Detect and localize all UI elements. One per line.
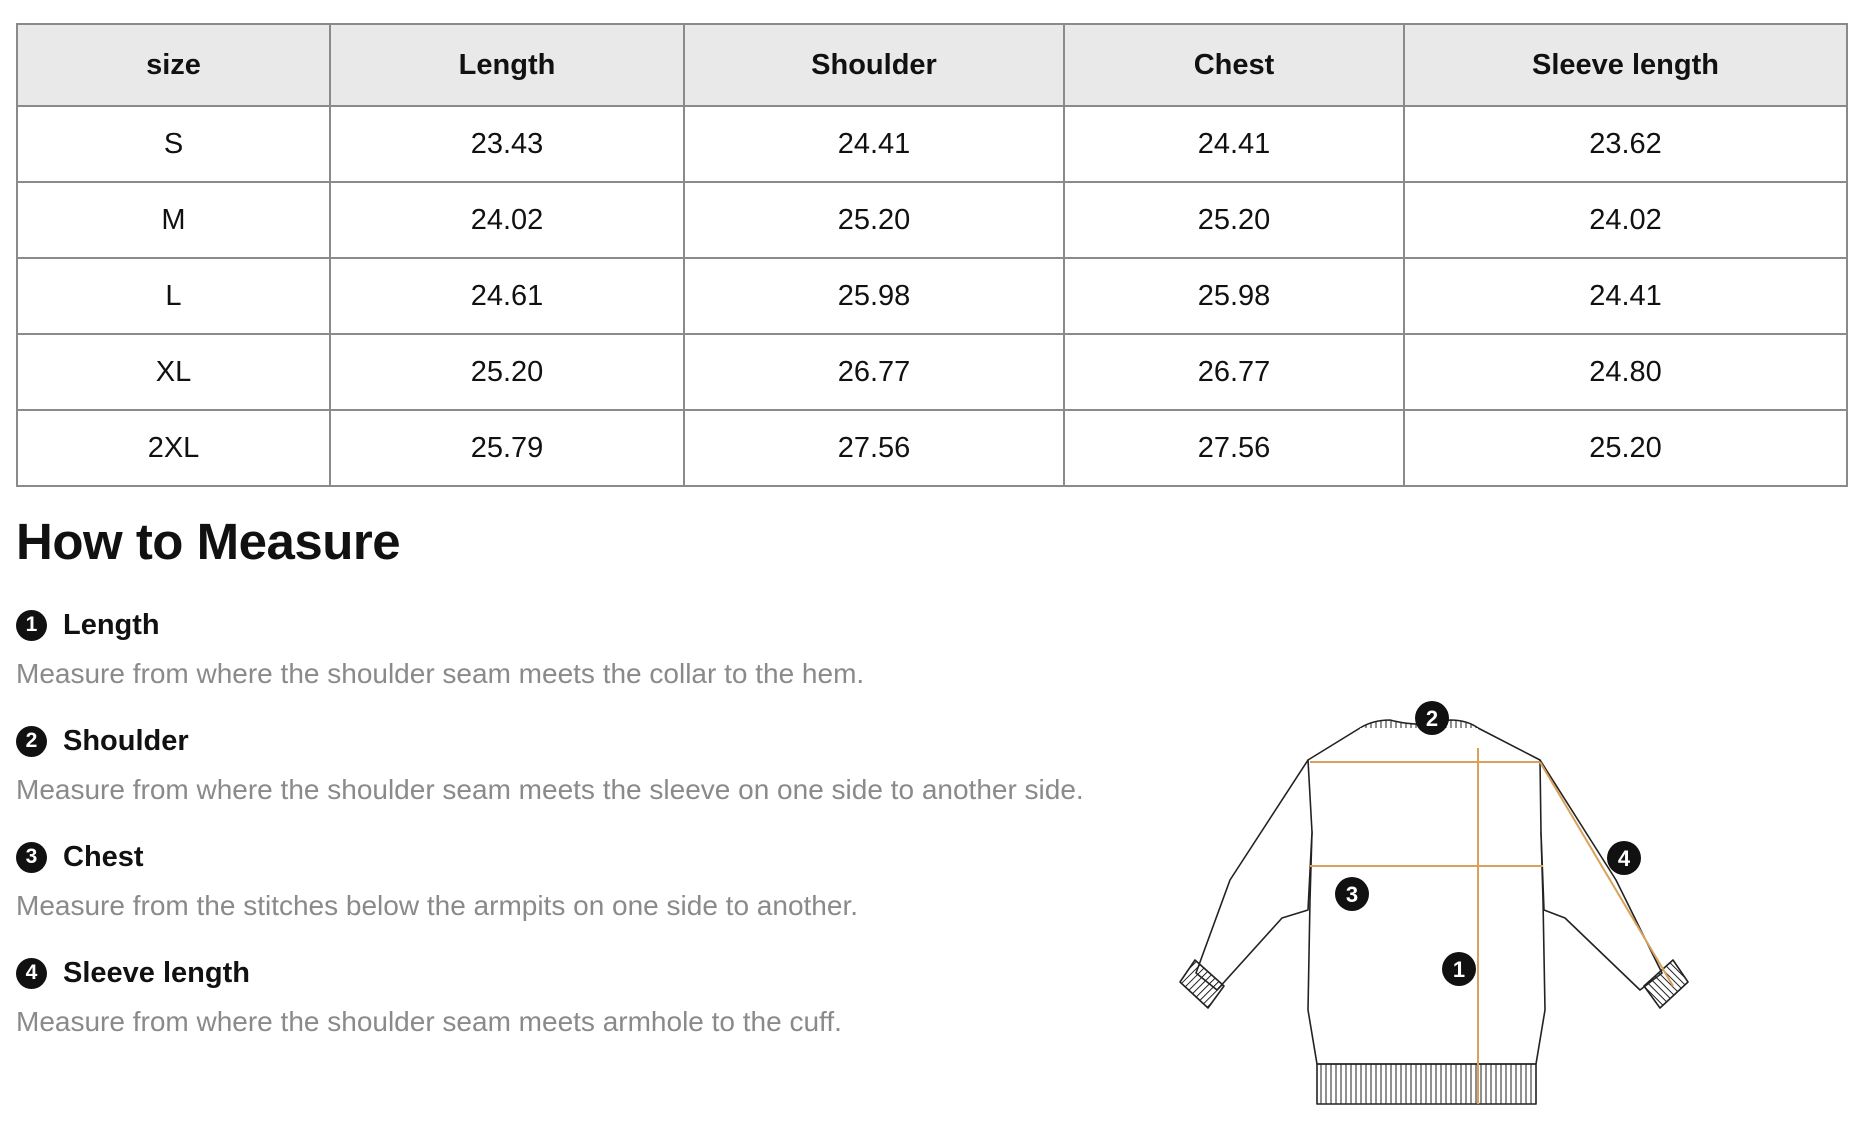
cell-sleeve-length: 25.20 xyxy=(1404,410,1847,486)
header-sleeve-length: Sleeve length xyxy=(1404,24,1847,106)
cell-chest: 24.41 xyxy=(1064,106,1404,182)
table-row xyxy=(17,410,1847,486)
header-chest: Chest xyxy=(1064,24,1404,106)
step-label: Sleeve length xyxy=(63,956,250,989)
table-header-row xyxy=(17,24,1847,106)
step-label: Chest xyxy=(63,840,144,873)
header-length: Length xyxy=(330,24,684,106)
cell-size: 2XL xyxy=(17,410,330,486)
cell-chest: 26.77 xyxy=(1064,334,1404,410)
svg-text:4: 4 xyxy=(1617,846,1631,871)
cell-sleeve-length: 24.02 xyxy=(1404,182,1847,258)
cell-size: S xyxy=(17,106,330,182)
cell-shoulder: 26.77 xyxy=(684,334,1064,410)
measure-steps-list xyxy=(16,600,1126,1064)
cell-chest: 27.56 xyxy=(1064,410,1404,486)
step-description: Measure from the stitches below the armpits on one side to another. xyxy=(16,890,859,921)
table-row xyxy=(17,334,1847,410)
cell-size: XL xyxy=(17,334,330,410)
step-number-badge: 2 xyxy=(16,726,47,757)
how-to-measure-title: How to Measure xyxy=(16,513,401,570)
size-chart-table xyxy=(16,23,1848,487)
svg-text:3: 3 xyxy=(1345,882,1359,907)
cell-length: 24.61 xyxy=(330,258,684,334)
cell-chest: 25.20 xyxy=(1064,182,1404,258)
marker-1 xyxy=(1442,952,1476,986)
header-size: size xyxy=(17,24,330,106)
hem-band-icon xyxy=(1317,1064,1536,1104)
header-shoulder: Shoulder xyxy=(684,24,1064,106)
cell-sleeve-length: 24.41 xyxy=(1404,258,1847,334)
marker-3 xyxy=(1335,877,1369,911)
step-label: Length xyxy=(63,608,160,641)
marker-4 xyxy=(1607,841,1641,875)
step-label: Shoulder xyxy=(63,724,189,757)
table-row xyxy=(17,258,1847,334)
cell-sleeve-length: 23.62 xyxy=(1404,106,1847,182)
cell-length: 25.79 xyxy=(330,410,684,486)
measure-step-shoulder xyxy=(16,716,1126,832)
cell-length: 25.20 xyxy=(330,334,684,410)
step-description: Measure from where the shoulder seam meets the collar to the hem. xyxy=(16,658,865,689)
cell-shoulder: 27.56 xyxy=(684,410,1064,486)
measure-step-sleeve-length xyxy=(16,948,1126,1064)
cell-length: 24.02 xyxy=(330,182,684,258)
left-sleeve-icon xyxy=(1196,760,1312,990)
cell-shoulder: 25.98 xyxy=(684,258,1064,334)
cell-sleeve-length: 24.80 xyxy=(1404,334,1847,410)
sweater-icon xyxy=(1180,720,1688,1104)
measure-step-length xyxy=(16,600,1126,716)
cell-size: L xyxy=(17,258,330,334)
step-number-badge: 4 xyxy=(16,958,47,989)
cell-size: M xyxy=(17,182,330,258)
svg-text:1: 1 xyxy=(1452,957,1466,982)
cell-chest: 25.98 xyxy=(1064,258,1404,334)
table-row xyxy=(17,106,1847,182)
step-number-badge: 1 xyxy=(16,610,47,641)
table-row xyxy=(17,182,1847,258)
svg-text:2: 2 xyxy=(1425,706,1439,731)
cell-length: 23.43 xyxy=(330,106,684,182)
step-description: Measure from where the shoulder seam meets armhole to the cuff. xyxy=(16,1006,842,1037)
marker-2 xyxy=(1415,701,1449,735)
step-description: Measure from where the shoulder seam meets the sleeve on one side to another side. xyxy=(16,774,1084,805)
cell-shoulder: 25.20 xyxy=(684,182,1064,258)
sweater-measurement-diagram xyxy=(1120,690,1740,1120)
cell-shoulder: 24.41 xyxy=(684,106,1064,182)
step-number-badge: 3 xyxy=(16,842,47,873)
measure-step-chest xyxy=(16,832,1126,948)
